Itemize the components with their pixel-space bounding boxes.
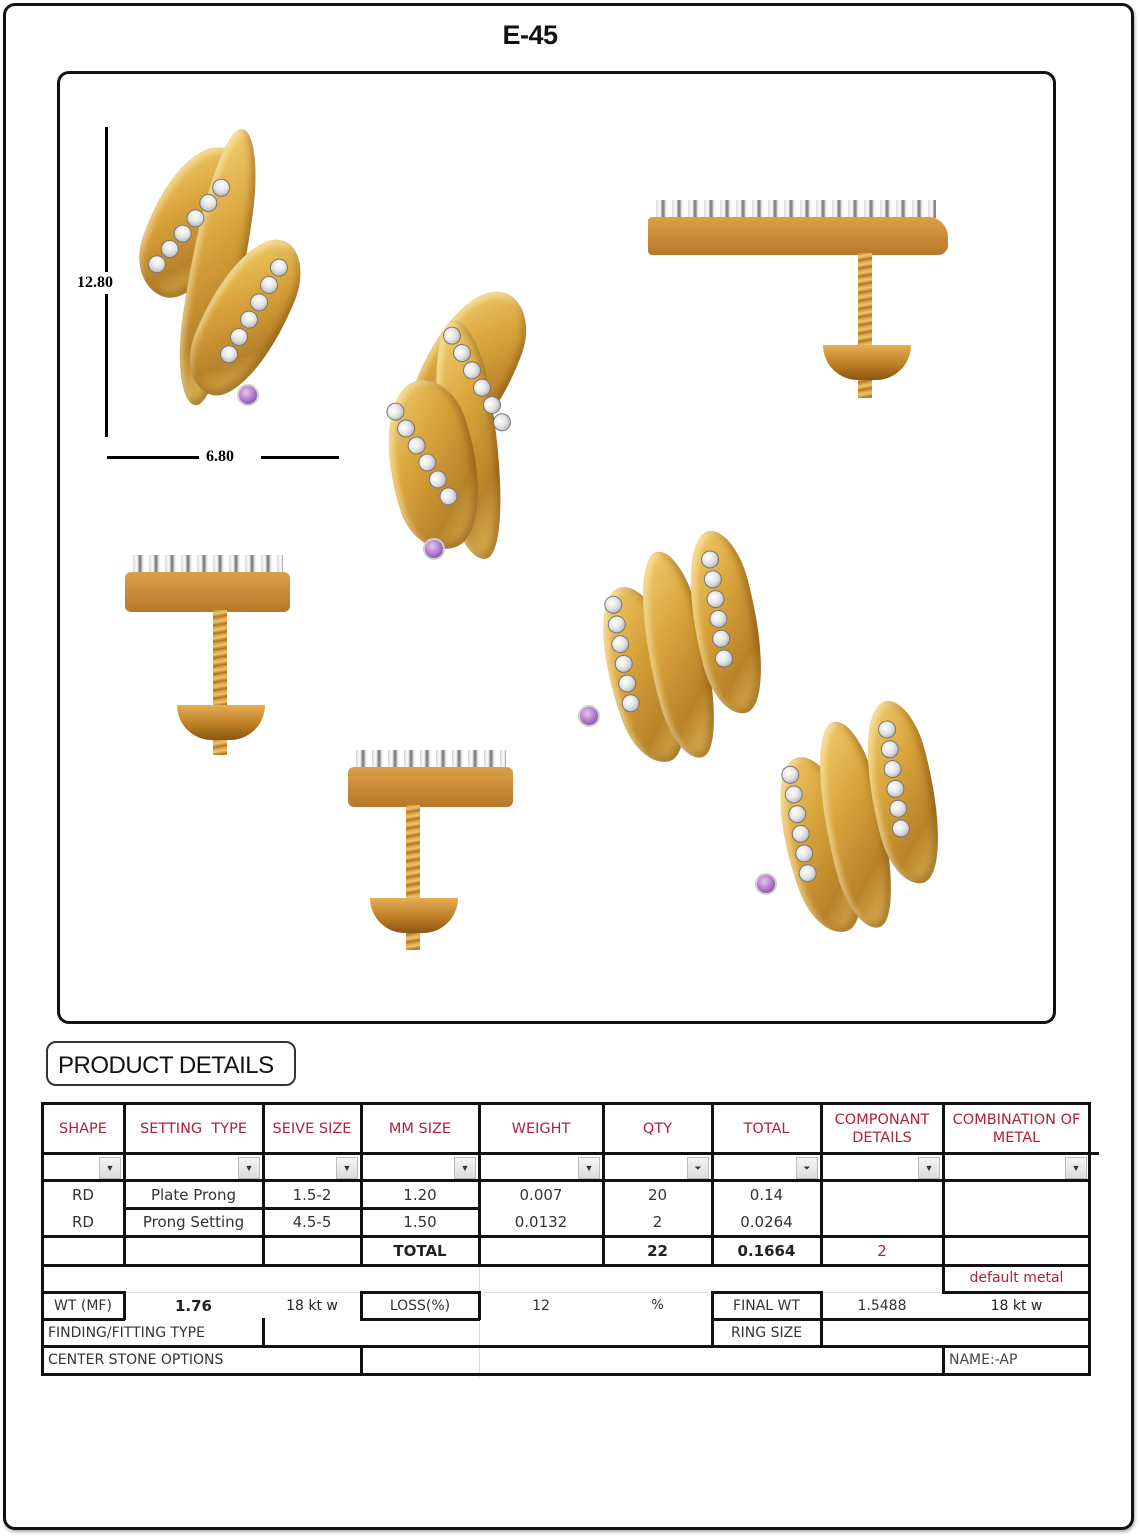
header-qty: QTY — [642, 1120, 673, 1137]
header-combination-of-metal: COMBINATION OF METAL — [952, 1111, 1081, 1146]
loss-label: LOSS(%) — [389, 1297, 451, 1314]
header-setting-type: SETTING TYPE — [139, 1120, 248, 1137]
filter-qty-active-filter-icon[interactable]: ⏷ — [687, 1157, 709, 1179]
amethyst-stone — [578, 705, 600, 727]
row2-mm-size: 1.50 — [403, 1212, 437, 1231]
row1-shape: RD — [72, 1185, 94, 1204]
total-row-componant: 2 — [877, 1241, 887, 1260]
header-shape: SHAPE — [59, 1120, 107, 1137]
filter-shape-dropdown[interactable]: ▼ — [99, 1157, 121, 1179]
total-row-qty: 22 — [647, 1241, 668, 1260]
filter-setting-type-dropdown[interactable]: ▼ — [238, 1157, 260, 1179]
row1-mm-size: 1.20 — [403, 1185, 437, 1204]
final-metal-type: 18 kt w — [990, 1297, 1043, 1314]
earring-render-side-profile — [648, 195, 953, 400]
row2-total: 0.0264 — [740, 1212, 793, 1231]
design-code-title: E-45 — [502, 20, 558, 50]
row1-weight: 0.007 — [519, 1185, 563, 1204]
metal-type: 18 kt w — [286, 1297, 338, 1314]
final-wt-value: 1.5488 — [857, 1297, 907, 1314]
center-stone-options-value — [362, 1348, 942, 1373]
earring-render-side-left — [125, 550, 295, 755]
earring-render-angled-2 — [745, 695, 945, 940]
wt-mf-value: 1.76 — [174, 1297, 212, 1316]
row1-qty: 20 — [647, 1185, 668, 1204]
designer-name: NAME:-AP — [949, 1351, 1018, 1368]
row2-setting-type: Prong Setting — [142, 1212, 245, 1231]
center-stone-options-label: CENTER STONE OPTIONS — [48, 1351, 224, 1368]
amethyst-stone — [755, 873, 777, 895]
earring-render-side-right — [348, 745, 518, 950]
wt-mf-label: WT (MF) — [54, 1297, 112, 1314]
header-weight: WEIGHT — [511, 1120, 571, 1137]
product-details-heading: PRODUCT DETAILS — [46, 1041, 296, 1086]
filter-seive-size-dropdown[interactable]: ▼ — [336, 1157, 358, 1179]
filter-combination-dropdown[interactable]: ▼ — [1065, 1157, 1087, 1179]
row2-qty: 2 — [652, 1212, 663, 1231]
earring-render-front — [383, 280, 553, 580]
width-dimension-label: 6.80 — [206, 448, 234, 465]
ring-size-value — [822, 1321, 1089, 1346]
row2-weight: 0.0132 — [514, 1212, 568, 1231]
row1-seive-size: 1.5-2 — [292, 1185, 332, 1204]
filter-weight-dropdown[interactable]: ▼ — [578, 1157, 600, 1179]
earring-render-front-dimensioned — [145, 122, 295, 427]
filter-componant-dropdown[interactable]: ▼ — [918, 1157, 940, 1179]
loss-percent-symbol: % — [651, 1298, 664, 1314]
amethyst-stone — [423, 538, 445, 560]
row1-total: 0.14 — [749, 1185, 784, 1204]
filter-mm-size-dropdown[interactable]: ▼ — [454, 1157, 476, 1179]
width-dimension-line-left — [107, 456, 199, 459]
amethyst-stone — [237, 384, 259, 406]
row2-shape: RD — [72, 1212, 94, 1231]
filter-total-active-filter-icon[interactable]: ⏷ — [796, 1157, 818, 1179]
row1-setting-type: Plate Prong — [150, 1185, 237, 1204]
total-row-total: 0.1664 — [737, 1241, 796, 1260]
finding-fitting-type-value — [264, 1321, 711, 1346]
total-row-label: TOTAL — [393, 1241, 447, 1260]
finding-fitting-type-label: FINDING/FITTING TYPE — [48, 1324, 205, 1341]
height-dimension-label: 12.80 — [77, 272, 113, 294]
header-seive-size: SEIVE SIZE — [272, 1120, 352, 1137]
header-componant-details: COMPONANT DETAILS — [834, 1111, 930, 1146]
row2-seive-size: 4.5-5 — [292, 1212, 332, 1231]
ring-size-label: RING SIZE — [730, 1324, 803, 1341]
final-wt-label: FINAL WT — [733, 1297, 800, 1314]
default-metal-label: default metal — [969, 1270, 1064, 1287]
header-total: TOTAL — [743, 1120, 790, 1137]
earring-render-angled-1 — [568, 525, 768, 770]
width-dimension-line-right — [261, 456, 339, 459]
loss-value: 12 — [532, 1297, 550, 1314]
header-mm-size: MM SIZE — [388, 1120, 452, 1137]
